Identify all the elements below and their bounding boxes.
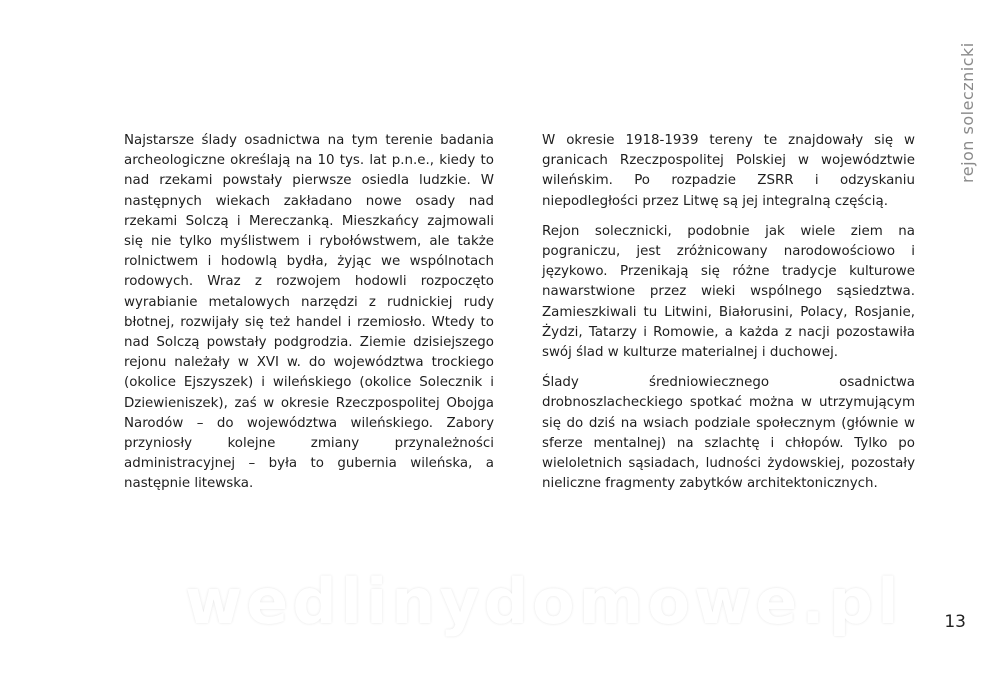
- paragraph: Rejon solecznicki, podobnie jak wiele ziem na pograniczu, jest zróżnicowany narodowościowo i językowo. Przenikają się różne tradycje kulturowe nawarstwione przez wieki wspólnego sąsiedztwa. Zamieszkiwali tu Litwini, Białorusini, Polacy, Rosjanie, Żydzi, Tatarzy i Romowie, a każda z nacji pozostawiła swój ślad w kulturze materialnej i duchowej.: [542, 223, 915, 361]
- right-column: [542, 131, 915, 504]
- watermark: wedlinydomowe.pl: [185, 565, 903, 638]
- paragraph: W okresie 1918-1939 tereny te znajdowały się w granicach Rzeczpospolitej Polskiej w województwie wileńskim. Po rozpadzie ZSRR i odzyskaniu niepodległości przez Litwę są jej integralną częścią.: [542, 133, 915, 209]
- page-number: 13: [944, 612, 966, 632]
- paragraph: Ślady średniowiecznego osadnictwa drobnoszlacheckiego spotkać można w utrzymującym się do dziś na wsiach podziale społecznym (głównie w sferze mentalnej) na szlachtę i chłopów. Tylko po wieloletnich sąsiadach, ludności żydowskiej, pozostały nieliczne fragmenty zabytków architektonicznych.: [542, 375, 915, 492]
- left-column: [124, 131, 494, 505]
- section-label: rejon solecznicki: [958, 42, 977, 183]
- paragraph: Najstarsze ślady osadnictwa na tym terenie badania archeologiczne określają na 10 tys. lat p.n.e., kiedy to nad rzekami powstały pierwsze osiedla ludzkie. W następnych wiekach zakładano nowe osady nad rzekami Solczą i Mereczanką. Mieszkańcy zajmowali się nie tylko myślistwem i rybołówstwem, ale także rolnictwem i hodowlą bydła, żyjąc we wspólnotach rodowych. Wraz z rozwojem hodowli rozpoczęto wyrabianie metalowych narzędzi z rudnickiej rudy błotnej, rozwijały się też handel i rzemiosło. Wtedy to nad Solczą powstały podgrodzia. Ziemie dzisiejszego rejonu należały w XVI w. do województwa trockiego (okolice Ejszyszek) i wileńskiego (okolice Solecznik i Dziewieniszek), zaś w okresie Rzeczpospolitej Obojga Narodów – do województwa wileńskiego. Zabory przyniosły kolejne zmiany przynależności administracyjnej – była to gubernia wileńska, a następnie litewska.: [124, 133, 494, 492]
